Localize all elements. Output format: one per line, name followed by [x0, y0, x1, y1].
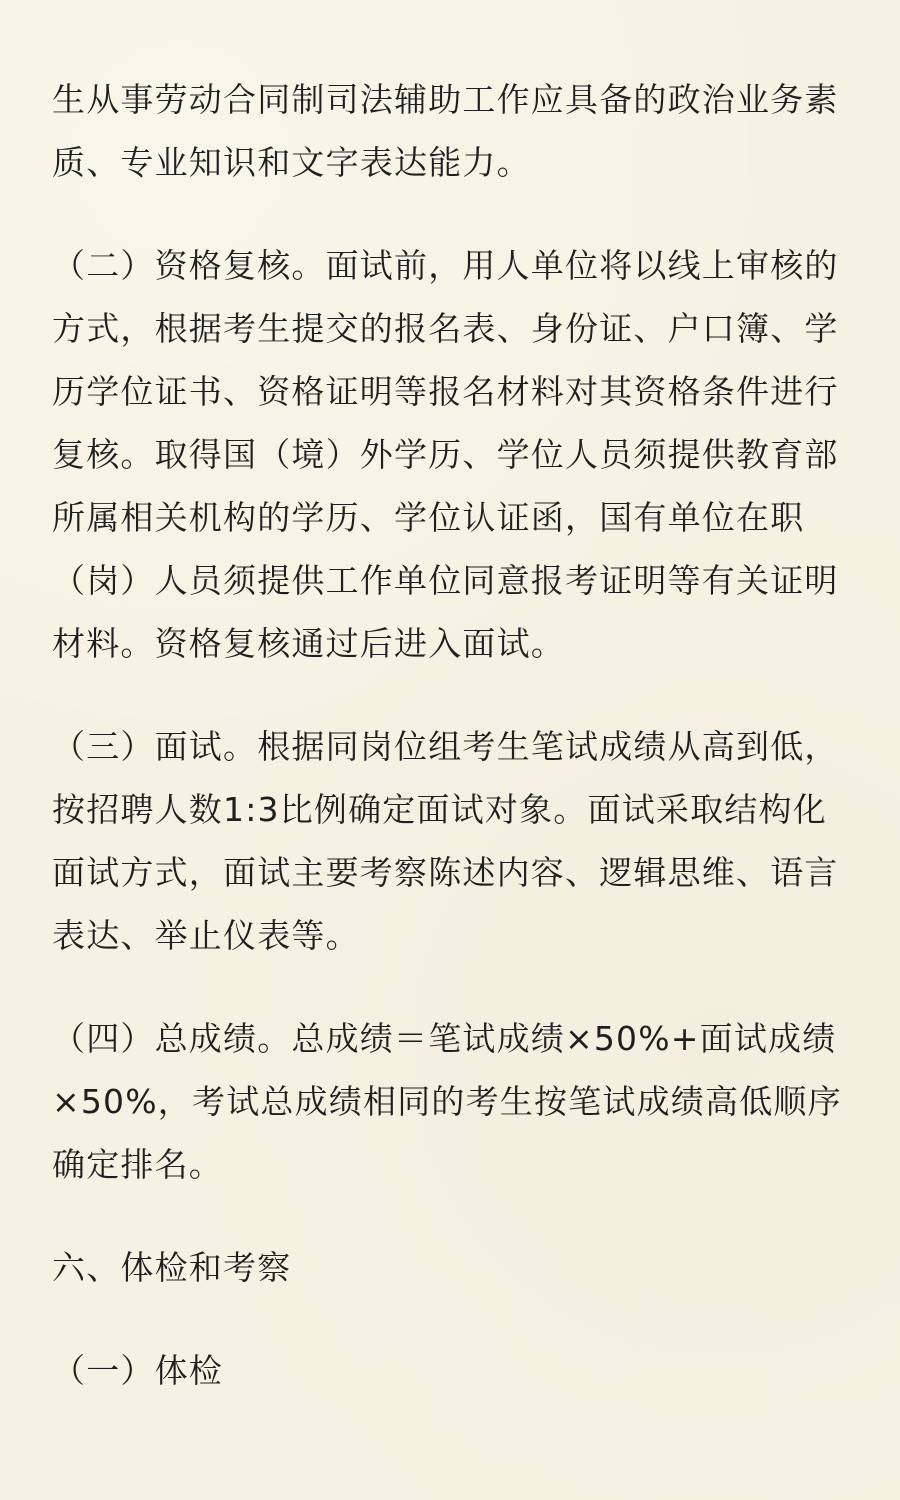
subsection-heading: （一）体检: [52, 1351, 223, 1390]
paragraph-qualification-review: （二）资格复核。面试前，用人单位将以线上审核的方式，根据考生提交的报名表、身份证、户口簿、学历学位证书、资格证明等报名材料对其资格条件进行复核。取得国（境）外学历、学位人员须提供教育部所属相关机构的学历、学位认证函，国有单位在职（岗）人员须提供工作单位同意报考证明等有关证明材料。资格复核通过后进入面试。: [52, 246, 839, 663]
section-heading: 六、体检和考察: [52, 1248, 292, 1287]
paragraph-continuation: 生从事劳动合同制司法辅助工作应具备的政治业务素质、专业知识和文字表达能力。: [52, 80, 839, 182]
paragraph-total-score: （四）总成绩。总成绩＝笔试成绩×50%+面试成绩×50%，考试总成绩相同的考生按笔试成绩高低顺序确定排名。: [52, 1019, 842, 1184]
paragraph-interview: （三）面试。根据同岗位组考生笔试成绩从高到低，按招聘人数1:3比例确定面试对象。面试采取结构化面试方式，面试主要考察陈述内容、逻辑思维、语言表达、举止仪表等。: [52, 727, 839, 955]
